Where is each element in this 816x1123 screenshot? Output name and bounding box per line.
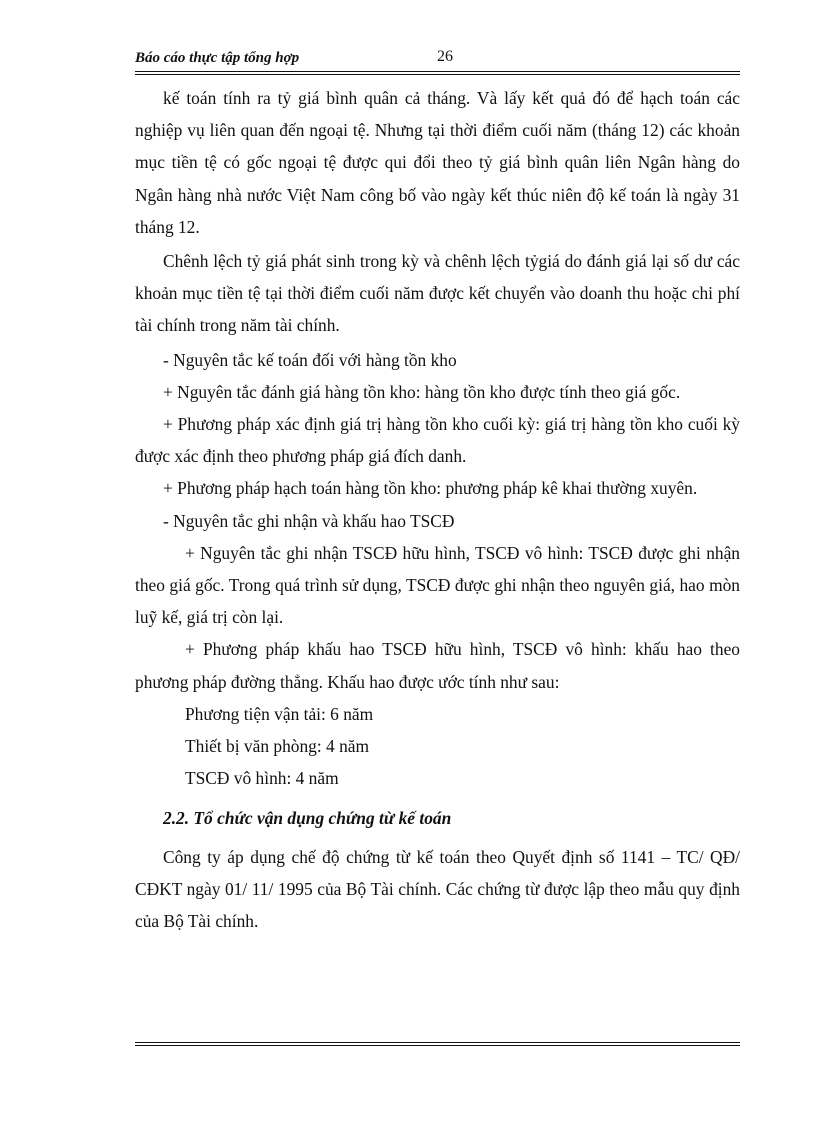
paragraph-exchange-rate: kế toán tính ra tỷ giá bình quân cả tháng. Và lấy kết quả đó để hạch toán các nghiệp vụ liên quan đến ngoại tệ. Nhưng tại thời điểm cuối năm (tháng 12) các khoản mục tiền tệ có gốc ngoại tệ được qui đổi theo tỷ giá bình quân liên Ngân hàng do Ngân hàng nhà nước Việt Nam công bố vào ngày kết thúc niên độ kế toán là ngày 31 tháng 12. (135, 88, 740, 237)
fixed-asset-principle-heading: - Nguyên tắc ghi nhận và khấu hao TSCĐ (163, 510, 455, 531)
header-rule-top (135, 71, 740, 72)
report-title: Báo cáo thực tập tổng hợp (135, 50, 300, 66)
fixed-asset-depreciation-item: + Phương pháp khấu hao TSCĐ hữu hình, TSCĐ vô hình: khấu hao theo phương pháp đường thẳng. Khấu hao được ước tính như sau: (135, 639, 740, 692)
inventory-period-end-item: + Phương pháp xác định giá trị hàng tồn kho cuối kỳ: giá trị hàng tồn kho cuối kỳ được xác định theo phương pháp giá đích danh. (135, 414, 740, 467)
section-heading: 2.2. Tổ chức vận dụng chứng từ kế toán (163, 808, 452, 829)
page-header (135, 48, 740, 70)
fixed-asset-recognition-item: + Nguyên tắc ghi nhận TSCĐ hữu hình, TSCĐ vô hình: TSCĐ được ghi nhận theo giá gốc. Trong quá trình sử dụng, TSCĐ được ghi nhận theo nguyên giá, hao mòn luỹ kế, giá trị còn lại. (135, 542, 740, 628)
footer-rule-top (135, 1042, 740, 1043)
paragraph-documents: Công ty áp dụng chế độ chứng từ kế toán theo Quyết định số 1141 – TC/ QĐ/ CĐKT ngày 01/ 11/ 1995 của Bộ Tài chính. Các chứng từ được lập theo mẫu quy định của Bộ Tài chính. (135, 846, 740, 932)
inventory-valuation-item: + Nguyên tắc đánh giá hàng tồn kho: hàng tồn kho được tính theo giá gốc. (163, 381, 681, 402)
page-number: 26 (437, 48, 453, 65)
footer-rule-bottom (135, 1045, 740, 1046)
header-rule-bottom (135, 74, 740, 75)
list-item: TSCĐ vô hình: 4 năm (185, 768, 339, 789)
list-item: Thiết bị văn phòng: 4 năm (185, 736, 370, 757)
inventory-principle-heading: - Nguyên tắc kế toán đối với hàng tồn kho (163, 349, 457, 370)
inventory-accounting-method-item: + Phương pháp hạch toán hàng tồn kho: phương pháp kê khai thường xuyên. (163, 478, 698, 499)
document-body (135, 82, 740, 937)
paragraph-rate-difference: Chênh lệch tỷ giá phát sinh trong kỳ và chênh lệch tỷgiá do đánh giá lại số dư các khoản mục tiền tệ tại thời điểm cuối năm được kết chuyển vào doanh thu hoặc chi phí tài chính trong năm tài chính. (135, 251, 740, 336)
list-item: Phương tiện vận tải: 6 năm (185, 703, 374, 724)
